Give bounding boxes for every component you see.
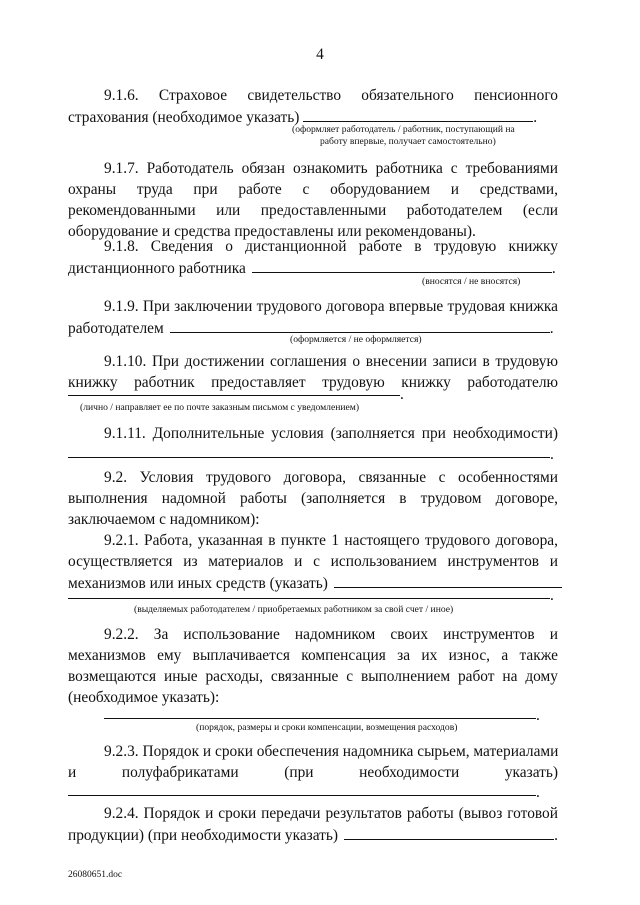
- clause-9-2-3-line-2: и полуфабрикатами (при необходимости указать): [68, 764, 558, 781]
- clause-9-2-line-3: заключаемом с надомником):: [68, 511, 260, 528]
- fill-in-line[interactable]: [68, 598, 550, 599]
- clause-9-1-11-line-1: 9.1.11. Дополнительные условия (заполняется при необходимости): [104, 425, 558, 442]
- hint-9-1-6-b: работу впервые, получает самостоятельно): [320, 136, 496, 147]
- period: .: [400, 386, 404, 403]
- clause-9-2-1-line-1: 9.2.1. Работа, указанная в пункте 1 настоящего трудового договора,: [104, 532, 558, 549]
- clause-text: работодателем: [68, 320, 164, 337]
- clause-9-2-1-line-2: осуществляется из материалов и с использованием инструментов и: [68, 553, 558, 570]
- clause-9-2-4-line-2: продукции) (при необходимости указать) .: [68, 827, 558, 844]
- clause-9-1-7-line-3: рекомендованными или предоставленными работодателем (если: [68, 202, 558, 219]
- hint-9-1-8: (вносятся / не вносятся): [422, 276, 521, 287]
- word: обязательного: [361, 87, 454, 104]
- fill-in-line[interactable]: [334, 573, 562, 588]
- fill-in-line[interactable]: [252, 258, 552, 273]
- fill-in-line[interactable]: [303, 107, 533, 122]
- hint-9-1-9: (оформляется / не оформляется): [290, 334, 422, 345]
- period: .: [536, 784, 540, 801]
- clause-9-1-10-line-1: 9.1.10. При достижении соглашения о внесении записи в трудовую: [104, 353, 558, 370]
- word: пенсионного: [474, 87, 558, 104]
- clause-9-1-7-line-1: 9.1.7. Работодатель обязан ознакомить работника с требованиями: [104, 160, 558, 177]
- clause-9-1-8-line-2: дистанционного работника .: [68, 260, 556, 277]
- clause-text: механизмов или иных средств (указать): [68, 575, 328, 592]
- clause-9-2-4-line-1: 9.2.4. Порядок и сроки передачи результатов работы (вывоз готовой: [104, 805, 558, 822]
- clause-9-2-3-line-1: 9.2.3. Порядок и сроки обеспечения надомника сырьем, материалами: [104, 743, 559, 760]
- page-number: 4: [316, 46, 324, 63]
- period: .: [536, 707, 540, 724]
- clause-9-1-7-line-2: охраны труда при работе с оборудованием и средствами,: [68, 181, 558, 198]
- fill-in-line[interactable]: [104, 718, 536, 719]
- clause-9-1-9-line-2: работодателем .: [68, 320, 554, 337]
- clause-text: страхования (необходимое указать): [68, 109, 300, 126]
- period: .: [550, 446, 554, 463]
- clause-9-1-8-line-1: 9.1.8. Сведения о дистанционной работе в трудовую книжку: [104, 238, 558, 255]
- file-name-footer: 26080651.doc: [68, 870, 123, 880]
- word: свидетельство: [247, 87, 342, 104]
- clause-9-2-2-line-3: возмещаются иные расходы, связанные с выполнением работ на дому: [68, 668, 558, 685]
- clause-9-1-9-line-1: 9.1.9. При заключении трудового договора впервые трудовая книжка: [104, 298, 558, 315]
- fill-in-line[interactable]: [68, 795, 536, 796]
- clause-9-2-line-1: 9.2. Условия трудового договора, связанные с особенностями: [104, 469, 558, 486]
- clause-9-1-7-line-4: оборудование и средства предоставлены или рекомендованы).: [68, 223, 476, 240]
- clause-9-2-line-2: выполнения надомной работы (заполняется в трудовом договоре,: [68, 490, 558, 507]
- hint-9-1-10: (лично / направляет ее по почте заказным письмом с уведомлением): [80, 402, 360, 413]
- clause-text: продукции) (при необходимости указать): [68, 827, 339, 844]
- fill-in-line[interactable]: [170, 318, 550, 333]
- clause-9-2-1-line-3: [68, 573, 558, 594]
- fill-in-line[interactable]: [68, 395, 400, 396]
- fill-in-line[interactable]: [344, 825, 554, 840]
- hint-9-2-2: (порядок, размеры и сроки компенсации, возмещения расходов): [196, 722, 458, 733]
- word: Страховое: [158, 87, 228, 104]
- clause-9-1-6-line-1: [104, 86, 558, 106]
- clause-9-2-2-line-4: (необходимое указать):: [68, 689, 220, 706]
- clause-number: 9.1.6.: [104, 87, 139, 104]
- clause-9-1-10-line-2: книжку работник предоставляет трудовую книжку работодателю: [68, 374, 558, 391]
- hint-9-2-1: (выделяемых работодателем / приобретаемых работником за свой счет / иное): [134, 604, 454, 615]
- clause-9-2-2-line-1: 9.2.2. За использование надомником своих инструментов и: [104, 626, 558, 643]
- clause-9-1-6-line-2: страхования (необходимое указать) .: [68, 109, 538, 126]
- fill-in-line[interactable]: [68, 457, 550, 458]
- clause-text: дистанционного работника: [68, 260, 246, 277]
- hint-9-1-6-a: (оформляет работодатель / работник, поступающий на: [292, 124, 515, 135]
- period: .: [550, 587, 554, 604]
- clause-9-2-2-line-2: механизмов ему выплачивается компенсация за их износ, а также: [68, 647, 558, 664]
